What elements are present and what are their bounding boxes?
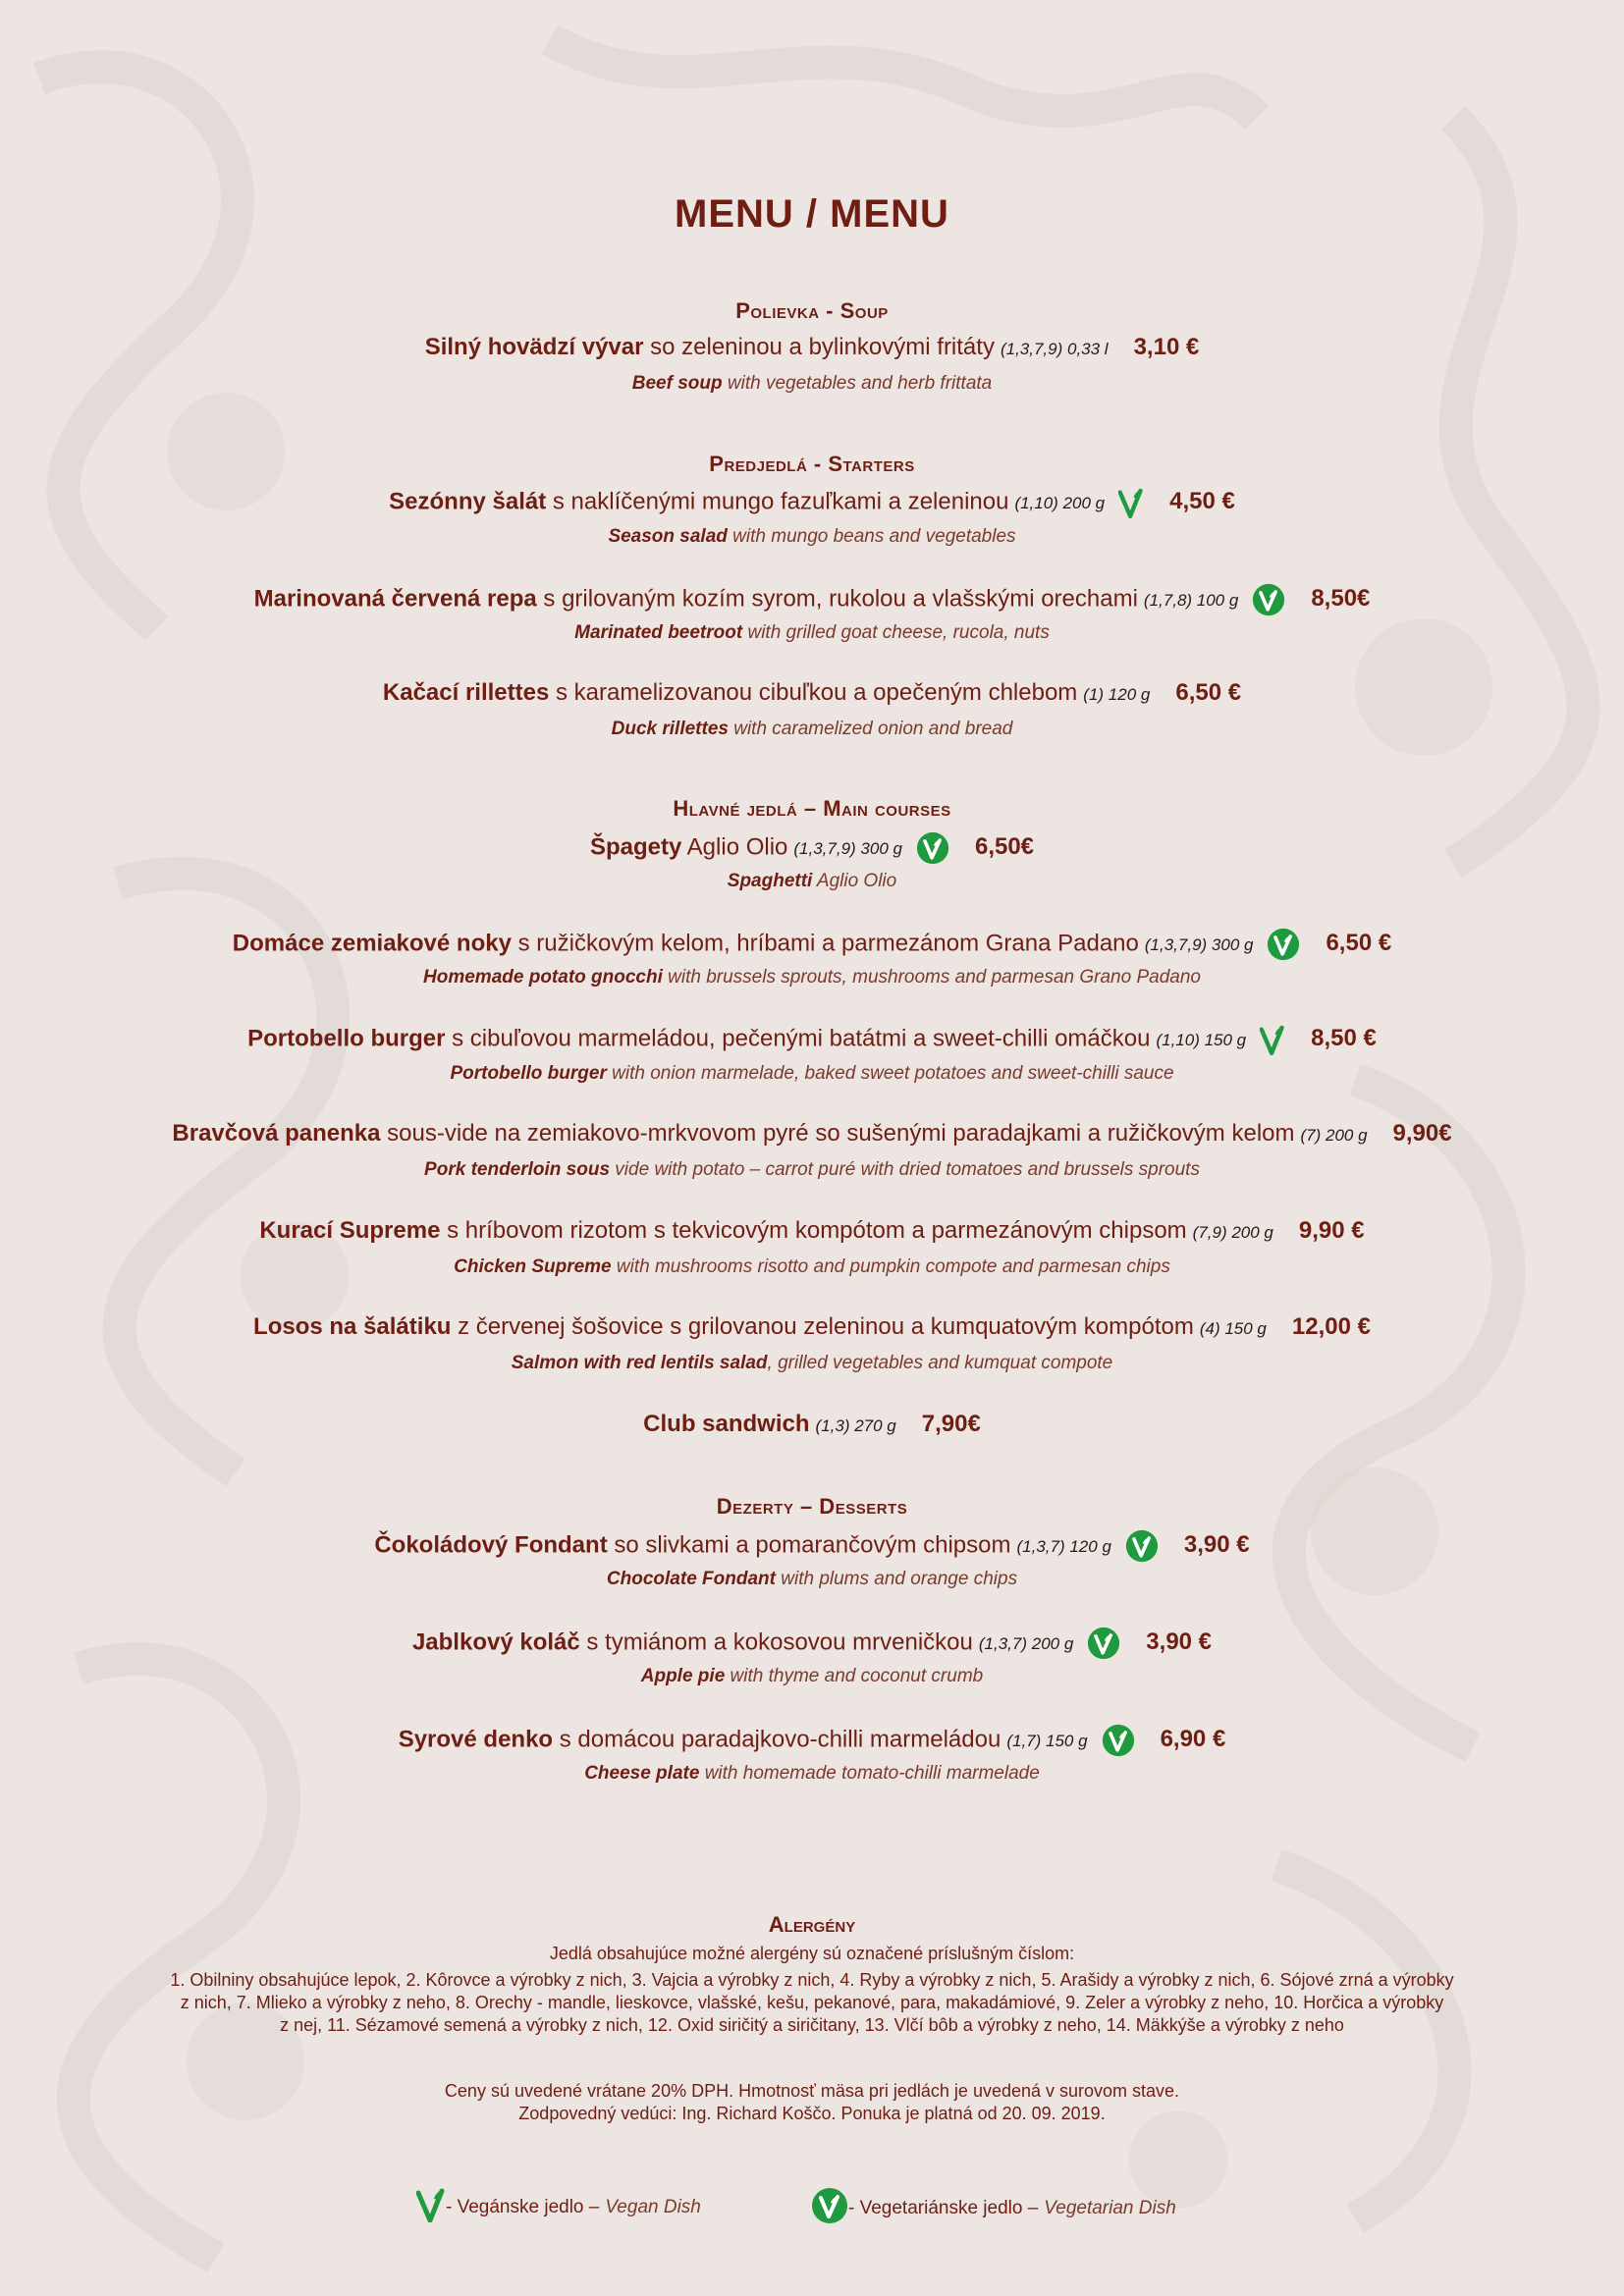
dish-price: 6,50€ xyxy=(974,833,1035,861)
dish-english-name: Cheese plate xyxy=(584,1763,700,1784)
dish-english-name: Chocolate Fondant xyxy=(606,1569,776,1589)
dish-name: Losos na šalátiku xyxy=(253,1313,452,1340)
dish-description: z červenej šošovice s grilovanou zeleninou a kumquatovým kompótom xyxy=(451,1313,1194,1340)
dish-allergens-weight: (1,3,7,9) 0,33 l xyxy=(1000,340,1109,358)
dish-description: Aglio Olio xyxy=(681,833,788,861)
dish-english-name: Apple pie xyxy=(640,1666,726,1686)
dish-description: so slivkami a pomarančovým chipsom xyxy=(607,1531,1011,1559)
section-main-courses: Hlavné jedlá – Main courses xyxy=(673,796,951,821)
dish-price: 8,50 € xyxy=(1311,1025,1377,1052)
dish-item xyxy=(0,334,1624,361)
vegan-icon xyxy=(1260,1024,1285,1055)
dish-description: sous-vide na zemiakovo-mrkvovom pyré so sušenými paradajkami a ružičkovým kelom xyxy=(380,1120,1295,1147)
dish-allergens-weight: (7) 200 g xyxy=(1300,1126,1368,1145)
legend-vegetarian xyxy=(811,2187,1176,2230)
vegetarian-icon xyxy=(1125,1529,1159,1563)
dish-name: Jablkový koláč xyxy=(411,1629,580,1656)
dish-name: Špagety xyxy=(589,833,682,861)
dish-english-description: with plums and orange chips xyxy=(775,1569,1018,1589)
dish-english-name: Spaghetti xyxy=(727,871,813,891)
dish-description: s tymiánom a kokosovou mrveničkou xyxy=(579,1629,973,1656)
dish-english xyxy=(0,373,1624,395)
dish-name: Sezónny šalát xyxy=(389,488,547,515)
vegetarian-icon xyxy=(1102,1724,1135,1757)
dish-price: 8,50€ xyxy=(1311,585,1371,613)
section-starters: Predjedlá - Starters xyxy=(709,452,915,476)
dish-allergens-weight: (1,7,8) 100 g xyxy=(1143,591,1239,611)
dish-item xyxy=(0,487,1624,518)
menu-title: MENU / MENU xyxy=(675,192,949,236)
dish-price: 3,90 € xyxy=(1146,1629,1213,1656)
dish-english xyxy=(0,1763,1624,1785)
dish-allergens-weight: (1,3,7,9) 300 g xyxy=(1144,935,1254,955)
dish-price: 12,00 € xyxy=(1291,1313,1371,1340)
legend-vegetarian-en: Vegetarian Dish xyxy=(1044,2198,1176,2218)
dish-allergens-weight: (1,10) 200 g xyxy=(1014,494,1106,513)
allergens-list-line: z nej, 11. Sézamové semená a výrobky z nich, 12. Oxid siričitý a siričitany, 13. Vlčí bôb a výrobky z neho, 14. Mäkkýše a výrobky z neho xyxy=(280,2015,1344,2035)
dish-english xyxy=(0,719,1624,740)
dish-english-description: with grilled goat cheese, rucola, nuts xyxy=(742,622,1050,643)
dish-item xyxy=(0,679,1624,707)
allergens-list-line: 1. Obilniny obsahujúce lepok, 2. Kôrovce a výrobky z nich, 3. Vajcia a výrobky z nich, 4. Ryby a výrobky z nich, 5. Arašidy a výrobky z nich, 6. Sójové zrná a výrobky xyxy=(170,1970,1454,1990)
dish-allergens-weight: (1,7) 150 g xyxy=(1006,1732,1088,1751)
dish-item xyxy=(0,831,1624,865)
dish-description: so zeleninou a bylinkovými fritáty xyxy=(643,334,995,360)
vegan-icon xyxy=(1118,487,1144,518)
price-note: Ceny sú uvedené vrátane 20% DPH. Hmotnosť mäsa pri jedlách je uvedená v surovom stave. xyxy=(444,2081,1180,2101)
legend-vegan-en: Vegan Dish xyxy=(605,2197,701,2217)
dish-description: s ružičkovým kelom, hríbami a parmezánom Grana Padano xyxy=(511,930,1139,957)
dish-item xyxy=(0,583,1624,616)
dish-name: Club sandwich xyxy=(643,1411,810,1437)
vegetarian-icon xyxy=(811,2187,848,2230)
dish-price: 3,90 € xyxy=(1183,1531,1250,1559)
dish-description: s naklíčenými mungo fazuľkami a zeleninou xyxy=(546,488,1009,515)
legend-vegan xyxy=(416,2187,701,2228)
dish-allergens-weight: (1,3) 270 g xyxy=(815,1416,896,1435)
dish-english xyxy=(0,1256,1624,1278)
dish-english-name: Duck rillettes xyxy=(611,719,729,739)
dish-description: s cibuľovou marmeládou, pečenými batátmi a sweet-chilli omáčkou xyxy=(445,1025,1151,1052)
dish-allergens-weight: (7,9) 200 g xyxy=(1192,1223,1273,1242)
dish-english xyxy=(0,1353,1624,1374)
dish-english xyxy=(0,622,1624,644)
dish-allergens-weight: (1,3,7,9) 300 g xyxy=(793,839,902,859)
dish-english-name: Homemade potato gnocchi xyxy=(423,967,663,988)
dish-name: Portobello burger xyxy=(247,1025,446,1052)
dish-english xyxy=(0,1569,1624,1590)
section-soup: Polievka - Soup xyxy=(735,298,889,323)
dish-description: s grilovaným kozím syrom, rukolou a vlašskými orechami xyxy=(536,585,1138,613)
dish-allergens-weight: (1,3,7) 200 g xyxy=(978,1634,1074,1654)
legend-vegetarian-label: - Vegetariánske jedlo – xyxy=(848,2198,1039,2218)
vegetarian-icon xyxy=(1267,928,1300,961)
dish-english xyxy=(0,1666,1624,1687)
dish-english-description: vide with potato – carrot puré with dried tomatoes and brussels sprouts xyxy=(610,1159,1200,1180)
dish-english-description: with mungo beans and vegetables xyxy=(727,526,1016,547)
dish-english xyxy=(0,871,1624,892)
dish-english-description: with mushrooms risotto and pumpkin compote and parmesan chips xyxy=(611,1256,1170,1277)
dish-english-name: Marinated beetroot xyxy=(574,622,743,643)
dish-english xyxy=(0,967,1624,988)
dish-english-name: Season salad xyxy=(608,526,728,547)
dish-english-description: , grilled vegetables and kumquat compote xyxy=(767,1353,1113,1373)
dish-name: Kurací Supreme xyxy=(259,1217,441,1244)
dish-english-name: Beef soup xyxy=(631,373,723,394)
dish-english-name: Pork tenderloin sous xyxy=(424,1159,611,1180)
dish-english-name: Portobello burger xyxy=(450,1063,607,1084)
dish-allergens-weight: (1) 120 g xyxy=(1083,685,1151,704)
vegetarian-icon xyxy=(1252,583,1285,616)
dish-english xyxy=(0,1159,1624,1181)
dish-english-name: Salmon with red lentils salad xyxy=(511,1353,768,1373)
dish-item xyxy=(0,928,1624,961)
dish-english-description: with caramelized onion and bread xyxy=(728,719,1013,739)
dish-english xyxy=(0,526,1624,548)
legend-vegan-label: - Vegánske jedlo – xyxy=(446,2197,600,2217)
section-desserts: Dezerty – Desserts xyxy=(716,1494,908,1519)
dish-price: 6,50 € xyxy=(1326,930,1392,957)
dish-english-description: with vegetables and herb frittata xyxy=(722,373,993,394)
dish-price: 6,90 € xyxy=(1160,1726,1226,1753)
dish-english xyxy=(0,1063,1624,1085)
dish-price: 3,10 € xyxy=(1133,334,1200,360)
dish-description: s hríbovom rizotom s tekvicovým kompótom a parmezánovým chipsom xyxy=(440,1217,1187,1244)
dish-item xyxy=(0,1024,1624,1055)
dish-name: Silný hovädzí vývar xyxy=(424,334,644,360)
allergens-intro: Jedlá obsahujúce možné alergény sú označené príslušným číslom: xyxy=(549,1944,1075,1963)
dish-name: Syrové denko xyxy=(398,1726,554,1753)
dish-english-description: Aglio Olio xyxy=(812,871,897,891)
allergens-list-line: z nich, 7. Mlieko a výrobky z neho, 8. Orechy - mandle, lieskovce, vlašské, kešu, pekanové, para, makadámiové, 9. Zeler a výrobky z neho, 10. Horčica a výrobky xyxy=(180,1993,1444,2012)
manager-note: Zodpovedný vedúci: Ing. Richard Koščo. Ponuka je platná od 20. 09. 2019. xyxy=(518,2104,1106,2123)
dish-item xyxy=(0,1120,1624,1148)
dish-description: s domácou paradajkovo-chilli marmeládou xyxy=(553,1726,1001,1753)
dish-item xyxy=(0,1724,1624,1757)
dish-item xyxy=(0,1313,1624,1341)
dish-name: Čokoládový Fondant xyxy=(374,1531,608,1559)
dish-allergens-weight: (1,10) 150 g xyxy=(1156,1031,1247,1050)
dish-name: Marinovaná červená repa xyxy=(253,585,537,613)
dish-english-description: with onion marmelade, baked sweet potatoes and sweet-chilli sauce xyxy=(606,1063,1174,1084)
dish-price: 4,50 € xyxy=(1169,488,1235,515)
dish-price: 6,50 € xyxy=(1175,679,1242,706)
dish-english-description: with thyme and coconut crumb xyxy=(725,1666,984,1686)
dish-allergens-weight: (1,3,7) 120 g xyxy=(1016,1537,1111,1557)
dish-item xyxy=(0,1217,1624,1245)
dish-allergens-weight: (4) 150 g xyxy=(1199,1319,1267,1338)
dish-price: 7,90€ xyxy=(921,1411,981,1437)
dish-english-name: Chicken Supreme xyxy=(454,1256,612,1277)
vegan-icon xyxy=(416,2187,446,2228)
dish-english-description: with homemade tomato-chilli marmelade xyxy=(699,1763,1040,1784)
dish-description: s karamelizovanou cibuľkou a opečeným chlebom xyxy=(549,679,1078,706)
dish-item xyxy=(0,1411,1624,1438)
dish-english-description: with brussels sprouts, mushrooms and parmesan Grano Padano xyxy=(662,967,1201,988)
dish-price: 9,90 € xyxy=(1298,1217,1365,1244)
dish-name: Bravčová panenka xyxy=(172,1120,381,1147)
dish-item xyxy=(0,1529,1624,1563)
allergens-title: Alergény xyxy=(768,1912,856,1937)
dish-name: Kačací rillettes xyxy=(382,679,550,706)
dish-item xyxy=(0,1627,1624,1660)
dish-name: Domáce zemiakové noky xyxy=(232,930,512,957)
dish-price: 9,90€ xyxy=(1392,1120,1452,1147)
vegetarian-icon xyxy=(1087,1627,1120,1660)
vegetarian-icon xyxy=(916,831,949,865)
